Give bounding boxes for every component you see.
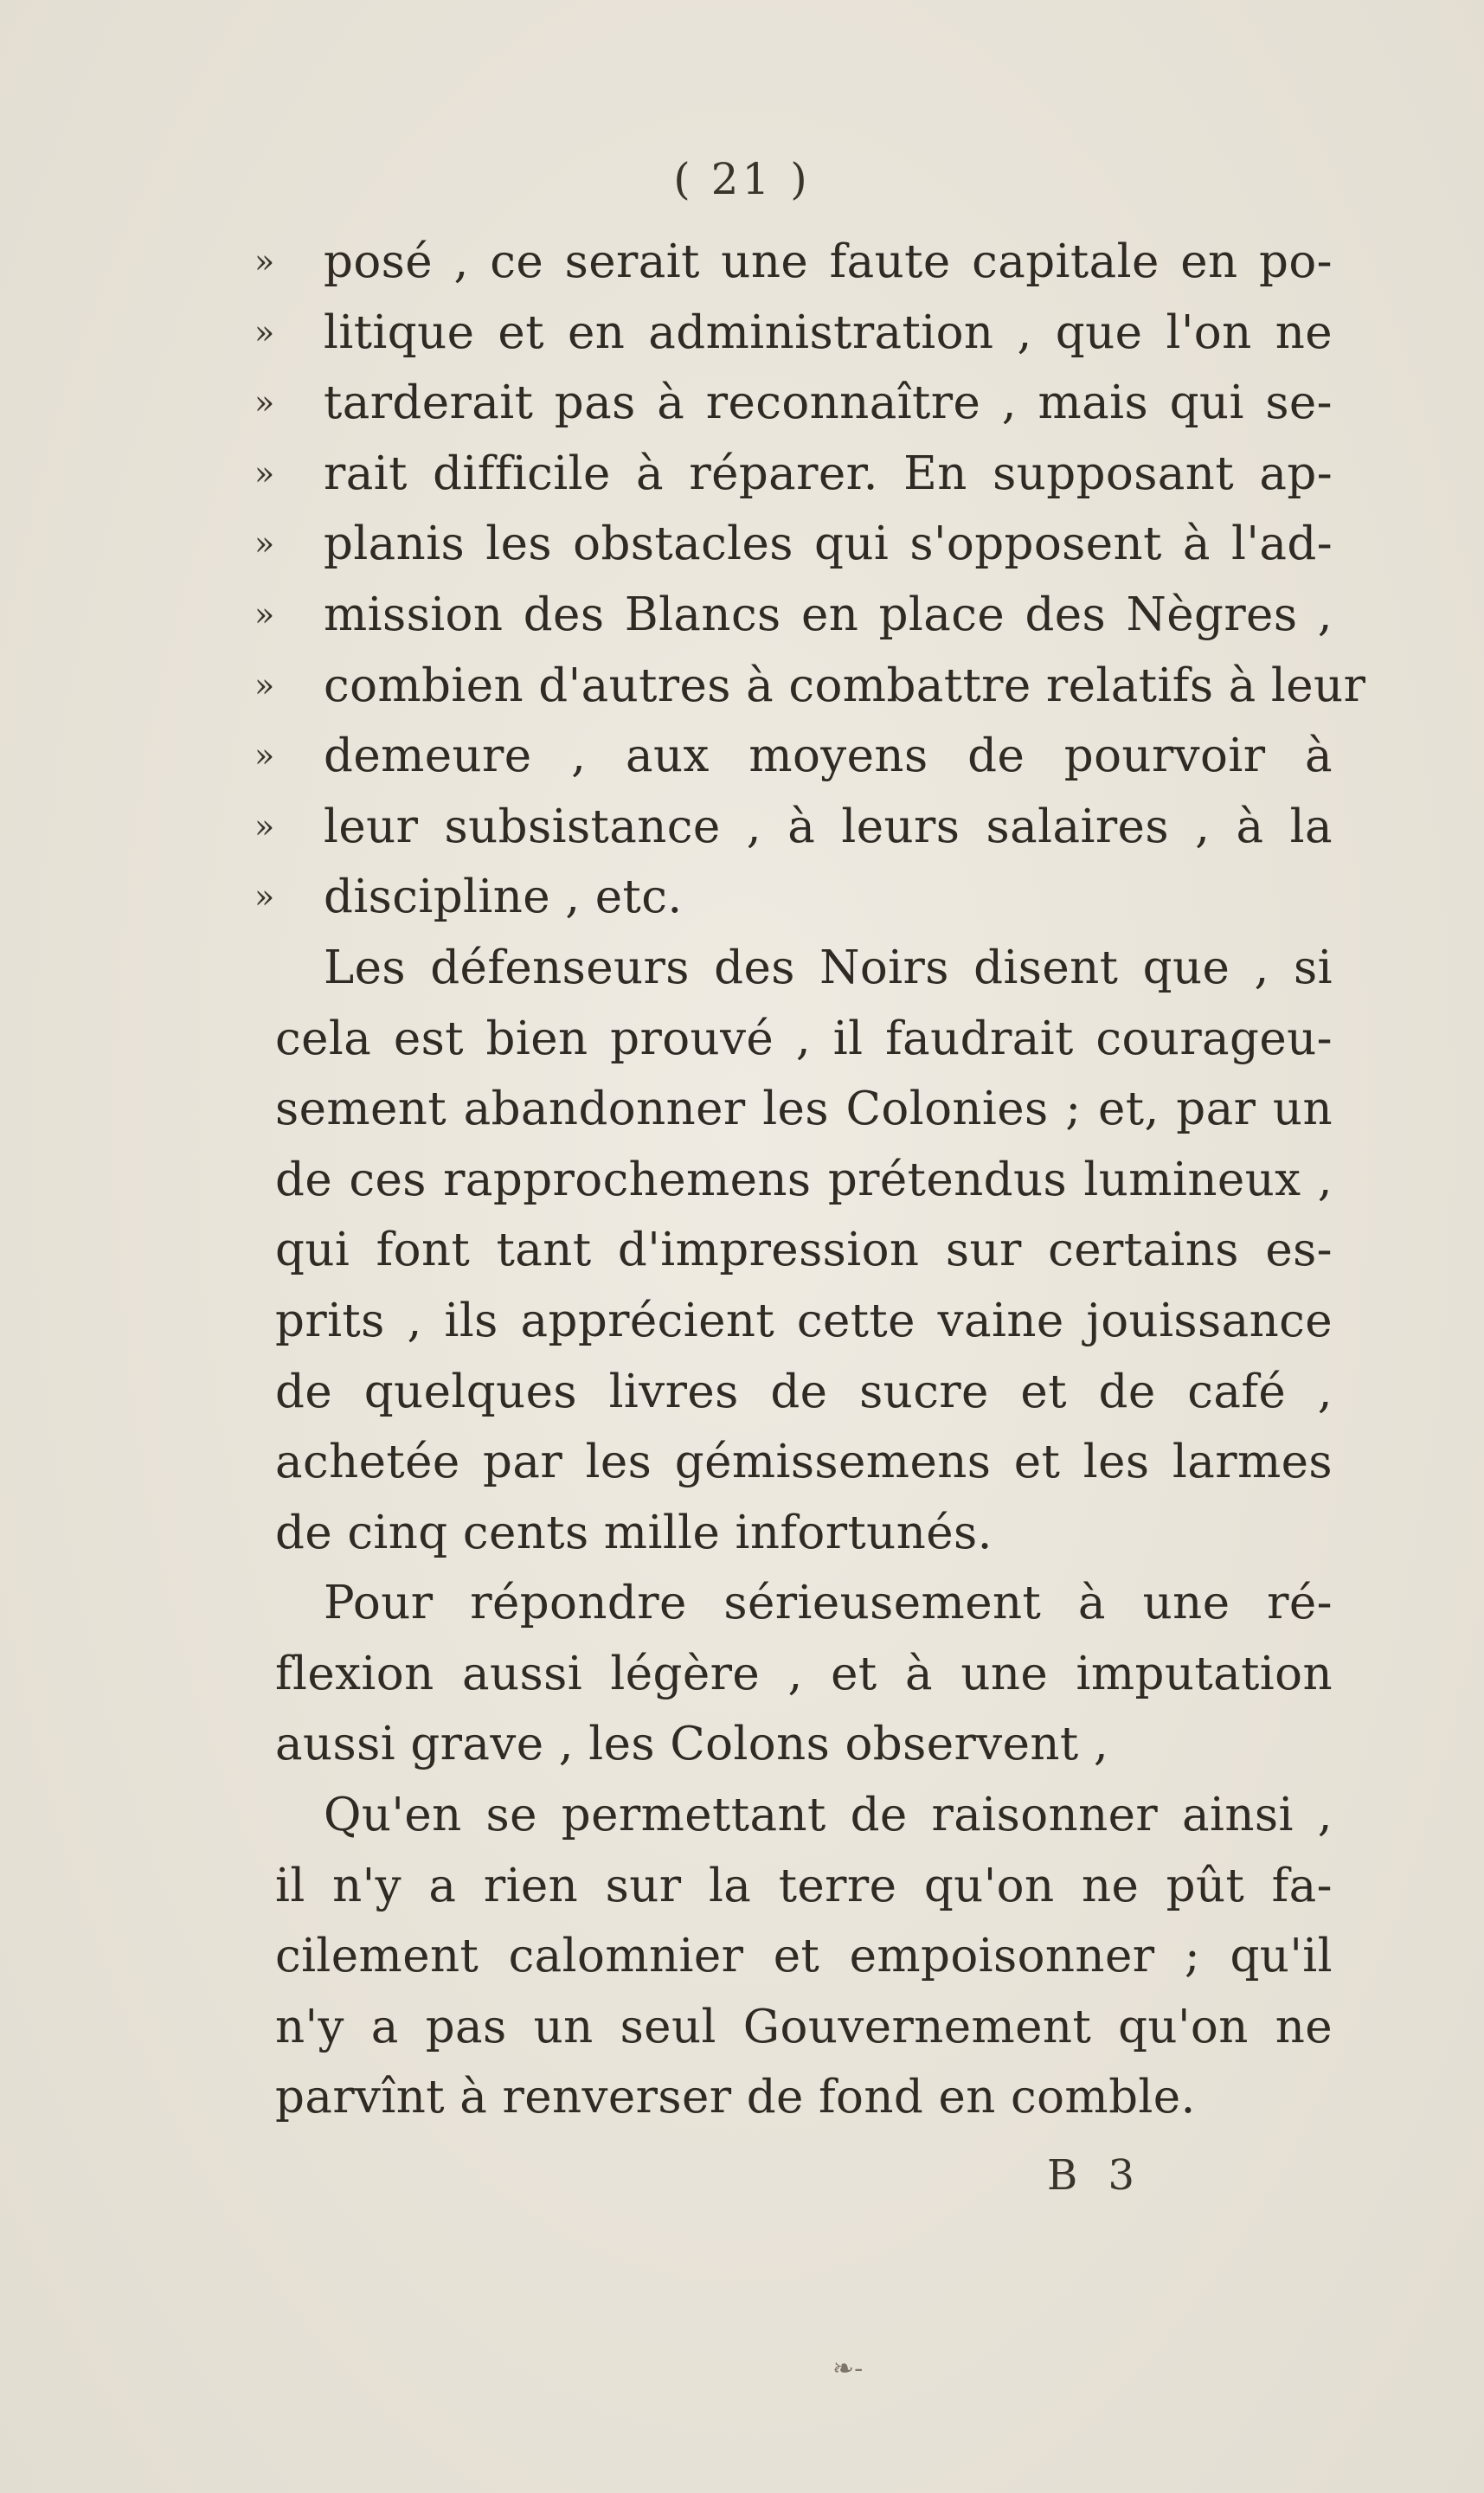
quote-mark: » — [254, 242, 275, 280]
paragraph-line: Qu'en se permettant de raisonner ainsi , — [324, 1789, 1333, 1842]
quote-mark: » — [254, 453, 275, 492]
paragraph-line: de cinq cents mille infortunés. — [275, 1506, 993, 1559]
quoted-line: » combien d'autres à combattre relatifs à leur — [275, 651, 1333, 722]
paragraph-line: flexion aussi légère , et à une imputation — [275, 1647, 1333, 1700]
paragraph-line: il n'y a rien sur la terre qu'on ne pût fa- — [275, 1859, 1333, 1912]
page-number: ( 21 ) — [673, 154, 811, 204]
paragraph-line: Pour répondre sérieusement à une ré- — [324, 1577, 1333, 1630]
paragraph-line: n'y a pas un seul Gouvernement qu'on ne — [275, 2000, 1333, 2053]
quoted-line: » rait difficile à réparer. En supposant ap- — [275, 439, 1333, 510]
quoted-line: » demeure , aux moyens de pourvoir à — [275, 721, 1333, 792]
quoted-line: » leur subsistance , à leurs salaires , à la — [275, 792, 1333, 863]
quoted-line: » planis les obstacles qui s'opposent à l'ad- — [275, 509, 1333, 580]
paragraph-line: achetée par les gémissemens et les larmes — [275, 1436, 1333, 1489]
paragraph-line: aussi grave , les Colons observent , — [275, 1718, 1109, 1771]
quoted-line: » mission des Blancs en place des Nègres , — [275, 580, 1333, 651]
paragraph-line: sement abandonner les Colonies ; et, par un — [275, 1083, 1333, 1136]
paragraph-line: cilement calomnier et empoisonner ; qu'il — [275, 1930, 1333, 1983]
quoted-line: » tarderait pas à reconnaître , mais qui se- — [275, 368, 1333, 439]
quote-mark: » — [254, 383, 275, 422]
paragraph-line: Les défenseurs des Noirs disent que , si — [324, 941, 1333, 994]
quote-mark: » — [254, 806, 275, 845]
quoted-line: » litique et en administration , que l'on ne — [275, 298, 1333, 369]
quote-mark: » — [254, 736, 275, 775]
quoted-line: » posé , ce serait une faute capitale en po- — [275, 227, 1333, 298]
paragraph-line: de ces rapprochemens prétendus lumineux , — [275, 1153, 1333, 1206]
ornament-mark: ❧- — [832, 2354, 864, 2384]
quote-mark: » — [254, 524, 275, 563]
paragraph-line: qui font tant d'impression sur certains es- — [275, 1224, 1333, 1277]
paragraph-line: de quelques livres de sucre et de café , — [275, 1365, 1333, 1418]
paragraph-line: prits , ils apprécient cette vaine jouissance — [275, 1294, 1333, 1347]
text-block — [254, 227, 1366, 2133]
quote-mark: » — [254, 877, 275, 916]
quote-mark: » — [254, 665, 275, 704]
paragraph-line: parvînt à renverser de fond en comble. — [275, 2071, 1196, 2124]
quote-mark: » — [254, 312, 275, 351]
quoted-line: » discipline , etc. — [275, 862, 1333, 933]
signature-mark: B 3 — [1047, 2151, 1144, 2200]
paragraph-line: cela est bien prouvé , il faudrait courageu- — [275, 1012, 1333, 1065]
quote-mark: » — [254, 594, 275, 633]
